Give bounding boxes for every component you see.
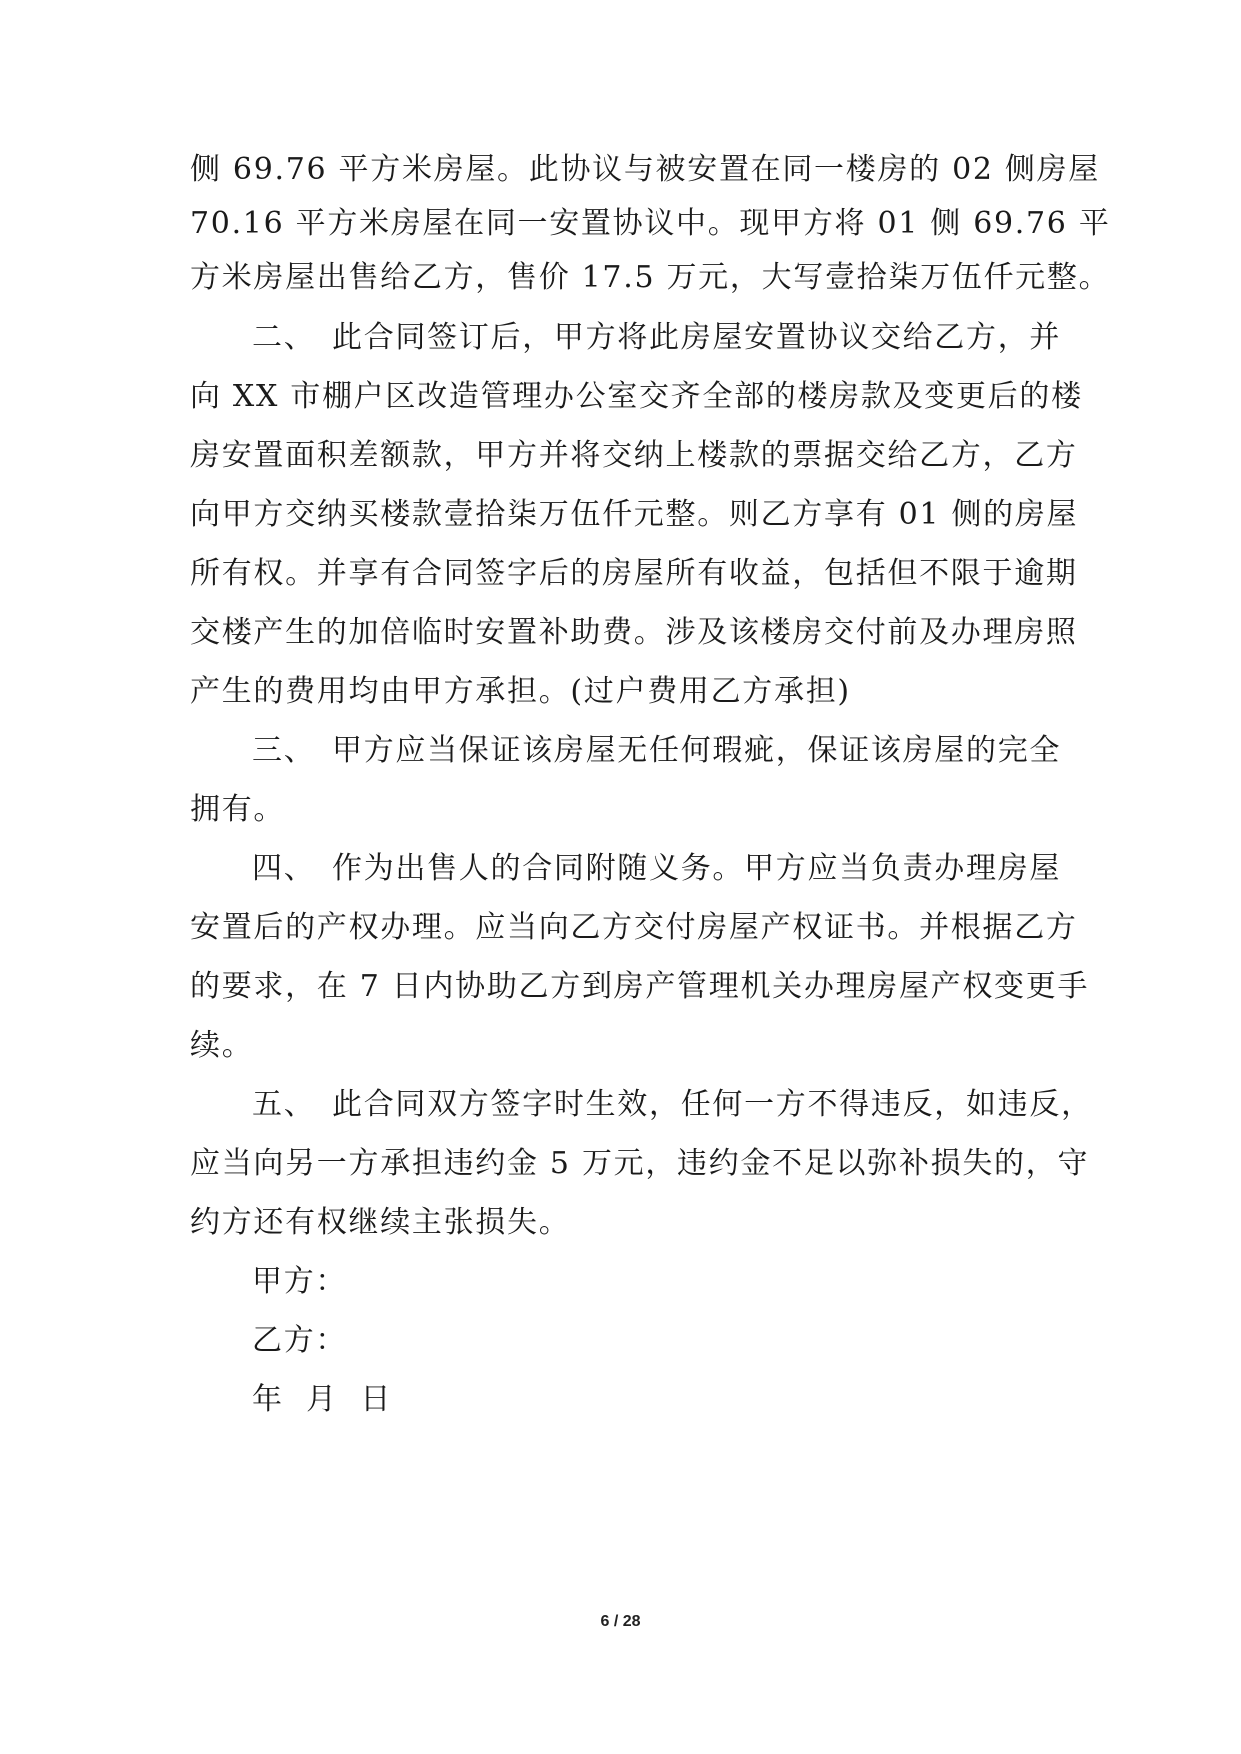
paragraph-line: 拥有。 (190, 792, 286, 827)
clause-4-first-line (252, 849, 1061, 889)
date-line: 年 月 日 (252, 1382, 393, 1417)
paragraph-line: 方米房屋出售给乙方，售价 17.5 万元，大写壹拾柒万伍仟元整。 (190, 260, 1111, 295)
clause-text: 此合同双方签字时生效，任何一方不得违反，如违反， (332, 1087, 1093, 1122)
paragraph-line: 70.16 平方米房屋在同一安置协议中。现甲方将 01 侧 69.76 平 (190, 206, 1111, 241)
paragraph-line: 向 XX 市棚户区改造管理办公室交齐全部的楼房款及变更后的楼 (190, 379, 1083, 414)
paragraph-line: 的要求，在 7 日内协助乙方到房产管理机关办理房屋产权变更手 (190, 969, 1090, 1004)
paragraph-line: 交楼产生的加倍临时安置补助费。涉及该楼房交付前及办理房照 (190, 615, 1078, 650)
clause-text: 此合同签订后，甲方将此房屋安置协议交给乙方，并 (332, 320, 1062, 355)
page-number: 6 / 28 (600, 1613, 641, 1630)
clause-5-first-line (252, 1085, 1093, 1125)
paragraph-line: 向甲方交纳买楼款壹拾柒万伍仟元整。则乙方享有 01 侧的房屋 (190, 497, 1079, 532)
paragraph-line: 续。 (190, 1028, 254, 1063)
clause-number: 五、 (252, 1087, 316, 1122)
clause-number: 四、 (252, 851, 316, 886)
clause-text: 作为出售人的合同附随义务。甲方应当负责办理房屋 (332, 851, 1062, 886)
paragraph-line: 侧 69.76 平方米房屋。此协议与被安置在同一楼房的 02 侧房屋 (190, 152, 1101, 187)
paragraph-line: 安置后的产权办理。应当向乙方交付房屋产权证书。并根据乙方 (190, 910, 1078, 945)
clause-3-first-line (252, 731, 1061, 771)
paragraph-line: 房安置面积差额款，甲方并将交纳上楼款的票据交给乙方，乙方 (190, 438, 1078, 473)
clause-text: 甲方应当保证该房屋无任何瑕疵，保证该房屋的完全 (332, 733, 1062, 768)
paragraph-line: 所有权。并享有合同签字后的房屋所有收益，包括但不限于逾期 (190, 556, 1078, 591)
party-b-label: 乙方： (252, 1323, 348, 1358)
paragraph-line: 应当向另一方承担违约金 5 万元，违约金不足以弥补损失的，守 (190, 1146, 1090, 1181)
party-a-label: 甲方： (252, 1264, 348, 1299)
clause-2-first-line (252, 318, 1061, 358)
clause-number: 三、 (252, 733, 316, 768)
paragraph-line: 产生的费用均由甲方承担。(过户费用乙方承担) (190, 674, 851, 709)
paragraph-line: 约方还有权继续主张损失。 (190, 1205, 571, 1240)
clause-number: 二、 (252, 320, 316, 355)
